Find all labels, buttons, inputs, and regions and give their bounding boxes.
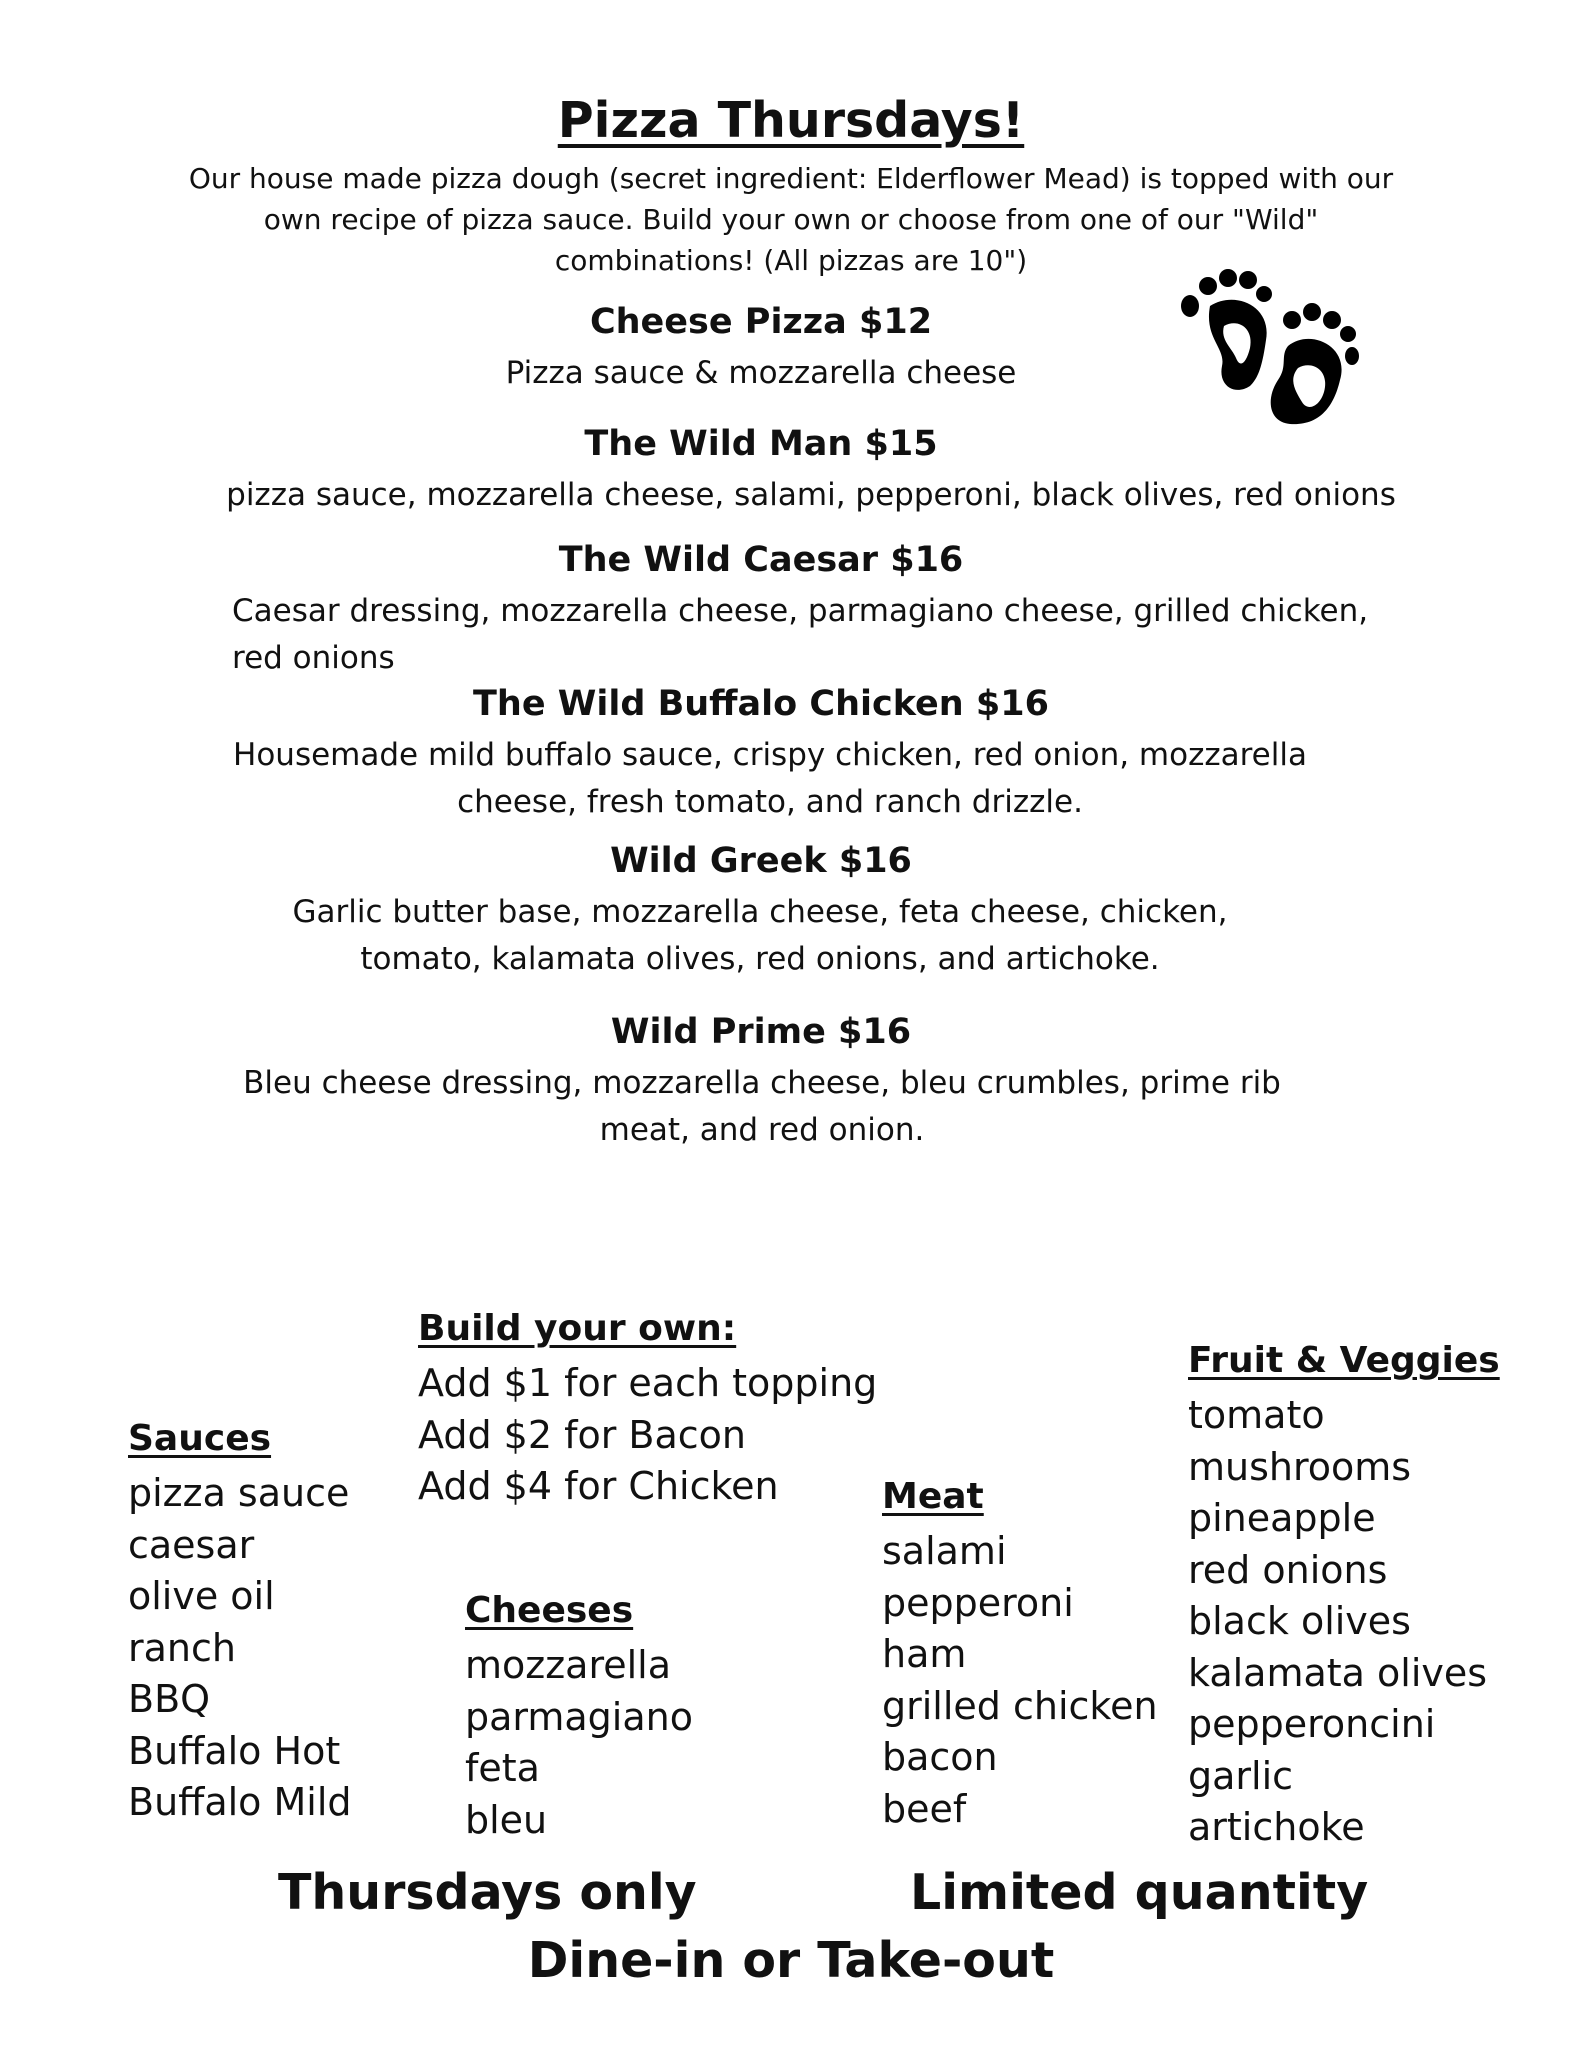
list-item: ranch (128, 1625, 236, 1670)
meat-heading: Meat (882, 1476, 984, 1517)
pizza-name-wild-prime: Wild Prime $16 (610, 1012, 912, 1052)
list-item: garlic (1188, 1753, 1294, 1798)
pizza-name-wild-buffalo: The Wild Buffalo Chicken $16 (473, 684, 1049, 724)
list-item: ham (882, 1632, 967, 1676)
pizza-desc-wild-greek: Garlic butter base, mozzarella cheese, feta cheese, chicken, tomato, kalamata olives, red onions, and artichoke. (292, 894, 1228, 977)
intro-text: Our house made pizza dough (secret ingredient: Elderflower Mead) is topped with our own recipe of pizza sauce. Build your own or choose from one of our "Wild" combinations! (All pizzas are 10") (188, 162, 1394, 277)
cheeses-heading: Cheeses (465, 1590, 634, 1631)
list-item: Buffalo Hot (128, 1728, 341, 1773)
list-item: Buffalo Mild (128, 1780, 352, 1824)
veggies-list (1188, 1390, 1487, 1854)
build-line: Add $4 for Chicken (418, 1464, 779, 1508)
page-title: Pizza Thursdays! (557, 92, 1025, 149)
sauces-heading: Sauces (128, 1418, 272, 1459)
pizza-name-wild-caesar: The Wild Caesar $16 (558, 540, 964, 580)
footer-thursdays-only: Thursdays only (278, 1864, 697, 1921)
veggies-heading: Fruit & Veggies (1188, 1340, 1500, 1381)
pizza-desc-wild-man: pizza sauce, mozzarella cheese, salami, pepperoni, black olives, red onions (226, 477, 1396, 513)
build-your-own-heading: Build your own: (418, 1308, 737, 1349)
list-item: beef (882, 1786, 967, 1831)
build-your-own-prices (418, 1358, 877, 1513)
pizza-desc-cheese: Pizza sauce & mozzarella cheese (505, 355, 1017, 391)
list-item: pepperoncini (1188, 1702, 1436, 1746)
list-item: red onions (1188, 1547, 1388, 1592)
list-item: bleu (465, 1797, 548, 1842)
meat-list (882, 1526, 1158, 1835)
pizza-name-cheese: Cheese Pizza $12 (589, 302, 933, 342)
list-item: tomato (1188, 1393, 1325, 1437)
list-item: pineapple (1188, 1496, 1376, 1540)
bigfoot-footprints-icon (1180, 268, 1360, 428)
list-item: pizza sauce (128, 1471, 350, 1515)
pizza-desc-wild-prime: Bleu cheese dressing, mozzarella cheese, bleu crumbles, prime rib meat, and red onion. (243, 1065, 1281, 1148)
sauces-list (128, 1468, 352, 1829)
list-item: pepperoni (882, 1580, 1074, 1625)
pizza-desc-wild-buffalo: Housemade mild buffalo sauce, crispy chicken, red onion, mozzarella cheese, fresh tomato, and ranch drizzle. (233, 737, 1307, 820)
build-line: Add $1 for each topping (418, 1361, 878, 1405)
list-item: salami (882, 1529, 1007, 1573)
cheeses-list (465, 1640, 693, 1846)
list-item: black olives (1188, 1599, 1411, 1643)
list-item: kalamata olives (1188, 1650, 1488, 1695)
list-item: parmagiano (465, 1694, 693, 1739)
list-item: mushrooms (1188, 1444, 1412, 1489)
list-item: mozzarella (465, 1643, 672, 1687)
list-item: feta (465, 1746, 540, 1790)
list-item: caesar (128, 1522, 255, 1567)
list-item: artichoke (1188, 1805, 1365, 1849)
list-item: olive oil (128, 1574, 275, 1618)
list-item: bacon (882, 1735, 998, 1779)
pizza-name-wild-man: The Wild Man $15 (584, 424, 938, 464)
list-item: BBQ (128, 1677, 211, 1721)
pizza-name-wild-greek: Wild Greek $16 (610, 841, 912, 881)
build-line: Add $2 for Bacon (418, 1412, 746, 1457)
footer-limited-quantity: Limited quantity (910, 1864, 1369, 1921)
footer-dine-in-take-out: Dine-in or Take-out (527, 1932, 1055, 1989)
list-item: grilled chicken (882, 1683, 1158, 1728)
pizza-desc-wild-caesar: Caesar dressing, mozzarella cheese, parmagiano cheese, grilled chicken, red onions (232, 593, 1369, 676)
